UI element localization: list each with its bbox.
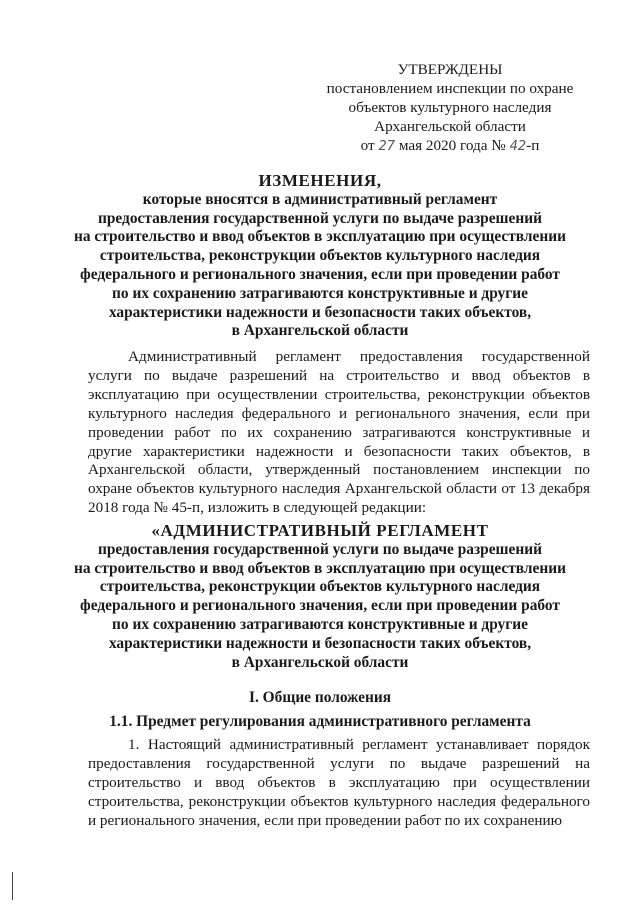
intro-paragraph: Административный регламент предоставления государственной услуги по выдаче разрешений на строительство и ввод объектов в эксплуатацию при осуществлении строительства, реконструкции объектов культурного наследия федерального и регионального значения, если при проведении работ по их сохранению затрагиваются конструктивные и другие характеристики надежности и безопасности таких объектов, в Архангельской области, утвержденный постановлением инспекции по охране объектов культурного наследия Архангельской области от 13 декабря 2018 года № 45-п, изложить в следующей редакции: [88, 348, 590, 517]
date-prefix: от [360, 137, 375, 154]
number-suffix: -п [526, 137, 540, 154]
changes-title-line: по их сохранению затрагиваются конструктивные и другие [112, 284, 528, 302]
changes-title-line: предоставления государственной услуги по выдаче разрешений [98, 209, 542, 227]
handwritten-day: 27 [378, 139, 396, 154]
changes-heading: ИЗМЕНЕНИЯ, [258, 171, 382, 190]
clause-1-paragraph: 1. Настоящий административный регламент устанавливает порядок предоставления государственной услуги по выдаче разрешений на строительство и ввод объектов в эксплуатацию при осуществлении строительства, реконструкции объектов культурного наследия федерального и регионального значения, если при проведении работ по их сохранению [88, 736, 590, 829]
changes-title-line: строительства, реконструкции объектов культурного наследия [99, 247, 541, 265]
regulation-title-line: предоставления государственной услуги по выдаче разрешений [98, 540, 542, 558]
approval-line-3: Архангельской области [374, 118, 526, 135]
section-heading-general: I. Общие положения [248, 689, 392, 706]
approval-heading: УТВЕРЖДЕНЫ [397, 61, 503, 78]
approval-line-2: объектов культурного наследия [348, 99, 552, 116]
changes-title-line: в Архангельской области [231, 322, 409, 340]
regulation-title [40, 522, 600, 672]
changes-title-line: которые вносятся в административный регламент [142, 190, 498, 208]
regulation-title-line: по их сохранению затрагиваются конструктивные и другие [112, 615, 528, 633]
regulation-title-line: федерального и регионального значения, если при проведении работ [80, 597, 560, 615]
regulation-title-line: характеристики надежности и безопасности таких объектов, [108, 634, 532, 652]
approval-date-line [300, 136, 600, 156]
scan-margin-mark [12, 872, 13, 900]
changes-title-line: характеристики надежности и безопасности таких объектов, [108, 303, 532, 321]
changes-title-line: федерального и регионального значения, если при проведении работ [80, 265, 560, 283]
regulation-title-line: в Архангельской области [231, 653, 409, 671]
regulation-heading: «АДМИНИСТРАТИВНЫЙ РЕГЛАМЕНТ [151, 521, 489, 540]
regulation-title-line: строительства, реконструкции объектов культурного наследия [99, 578, 541, 596]
changes-title [40, 172, 600, 341]
handwritten-number: 42 [509, 139, 527, 154]
subsection-heading-subject: 1.1. Предмет регулирования административного регламента [109, 713, 531, 730]
approval-line-1: постановлением инспекции по охране [326, 80, 574, 97]
approval-block [300, 60, 600, 156]
changes-title-line: на строительство и ввод объектов в эксплуатацию при осуществлении [74, 228, 566, 246]
date-middle: мая 2020 года № [398, 137, 506, 154]
regulation-title-line: на строительство и ввод объектов в эксплуатацию при осуществлении [74, 559, 566, 577]
